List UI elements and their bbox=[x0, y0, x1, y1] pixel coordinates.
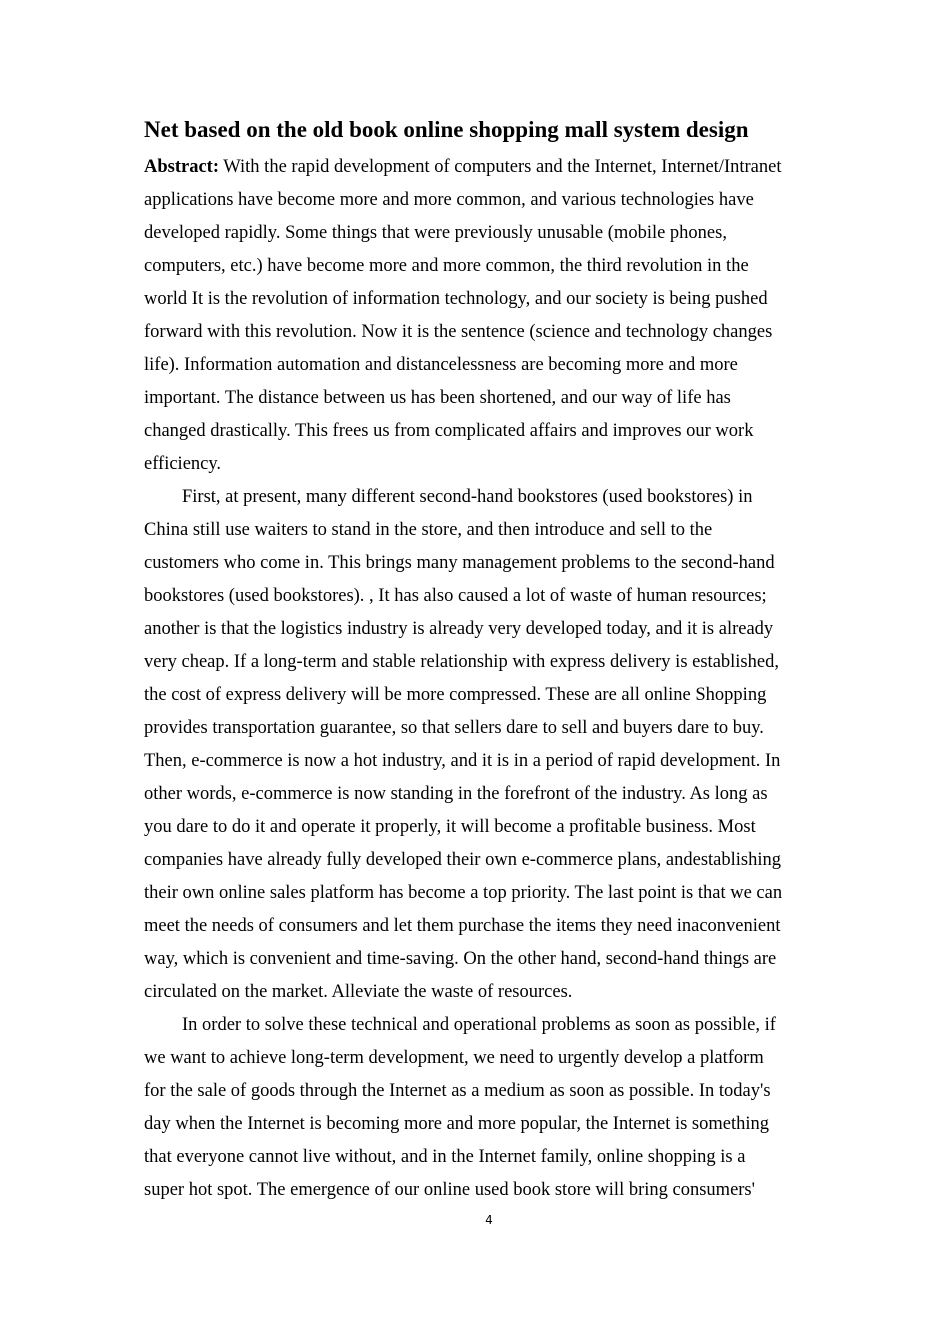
text-line: world It is the revolution of information technology, and our society is being pushed bbox=[144, 289, 768, 309]
text-line bbox=[144, 151, 814, 184]
text-line: that everyone cannot live without, and in the Internet family, online shopping is a bbox=[144, 1147, 746, 1167]
text-line: you dare to do it and operate it properly, it will become a profitable business. Most bbox=[144, 817, 756, 837]
text-line: computers, etc.) have become more and more common, the third revolution in the bbox=[144, 256, 749, 276]
text-line: applications have become more and more common, and various technologies have bbox=[144, 190, 754, 210]
text-line: bookstores (used bookstores). , It has also caused a lot of waste of human resources; bbox=[144, 586, 767, 606]
text-line: very cheap. If a long-term and stable relationship with express delivery is established, bbox=[144, 652, 779, 672]
body-paragraph bbox=[144, 481, 814, 1009]
text-line: way, which is convenient and time-saving. On the other hand, second-hand things are bbox=[144, 949, 777, 969]
text-line: for the sale of goods through the Internet as a medium as soon as possible. In today's bbox=[144, 1081, 771, 1101]
document-body bbox=[144, 151, 814, 1207]
text-line: companies have already fully developed their own e-commerce plans, andestablishing bbox=[144, 850, 781, 870]
document-title: Net based on the old book online shopping mall system design bbox=[144, 117, 749, 142]
text-line: In order to solve these technical and operational problems as soon as possible, if bbox=[182, 1015, 776, 1035]
text-line: China still use waiters to stand in the store, and then introduce and sell to the bbox=[144, 520, 713, 540]
text-line: First, at present, many different second-hand bookstores (used bookstores) in bbox=[182, 487, 753, 507]
text-line: changed drastically. This frees us from complicated affairs and improves our work bbox=[144, 421, 754, 441]
text-line: super hot spot. The emergence of our online used book store will bring consumers' bbox=[144, 1180, 755, 1200]
text-line: important. The distance between us has been shortened, and our way of life has bbox=[144, 388, 731, 408]
text-line: day when the Internet is becoming more and more popular, the Internet is something bbox=[144, 1114, 769, 1134]
text-line: the cost of express delivery will be more compressed. These are all online Shopping bbox=[144, 685, 767, 705]
page-number: 4 bbox=[485, 1213, 493, 1227]
text-line: Then, e-commerce is now a hot industry, and it is in a period of rapid development. In bbox=[144, 751, 781, 771]
text-line: customers who come in. This brings many management problems to the second-hand bbox=[144, 553, 775, 573]
abstract-label: Abstract: bbox=[144, 157, 220, 177]
text-line: provides transportation guarantee, so that sellers dare to sell and buyers dare to buy. bbox=[144, 718, 764, 738]
text-line: meet the needs of consumers and let them purchase the items they need inaconvenient bbox=[144, 916, 781, 936]
text-line: other words, e-commerce is now standing in the forefront of the industry. As long as bbox=[144, 784, 768, 804]
abstract-paragraph bbox=[144, 151, 814, 481]
text-line: life). Information automation and distancelessness are becoming more and more bbox=[144, 355, 738, 375]
text-line: their own online sales platform has become a top priority. The last point is that we can bbox=[144, 883, 783, 903]
text-line: circulated on the market. Alleviate the waste of resources. bbox=[144, 982, 573, 1002]
text-line: we want to achieve long-term development, we need to urgently develop a platform bbox=[144, 1048, 764, 1068]
text-line: another is that the logistics industry is already very developed today, and it is already bbox=[144, 619, 774, 639]
text-line: forward with this revolution. Now it is the sentence (science and technology changes bbox=[144, 322, 773, 342]
text-line: efficiency. bbox=[144, 454, 222, 474]
text-line: developed rapidly. Some things that were previously unusable (mobile phones, bbox=[144, 223, 727, 243]
body-paragraph bbox=[144, 1009, 814, 1207]
abstract-text: With the rapid development of computers and the Internet, Internet/Intranet bbox=[219, 157, 782, 177]
